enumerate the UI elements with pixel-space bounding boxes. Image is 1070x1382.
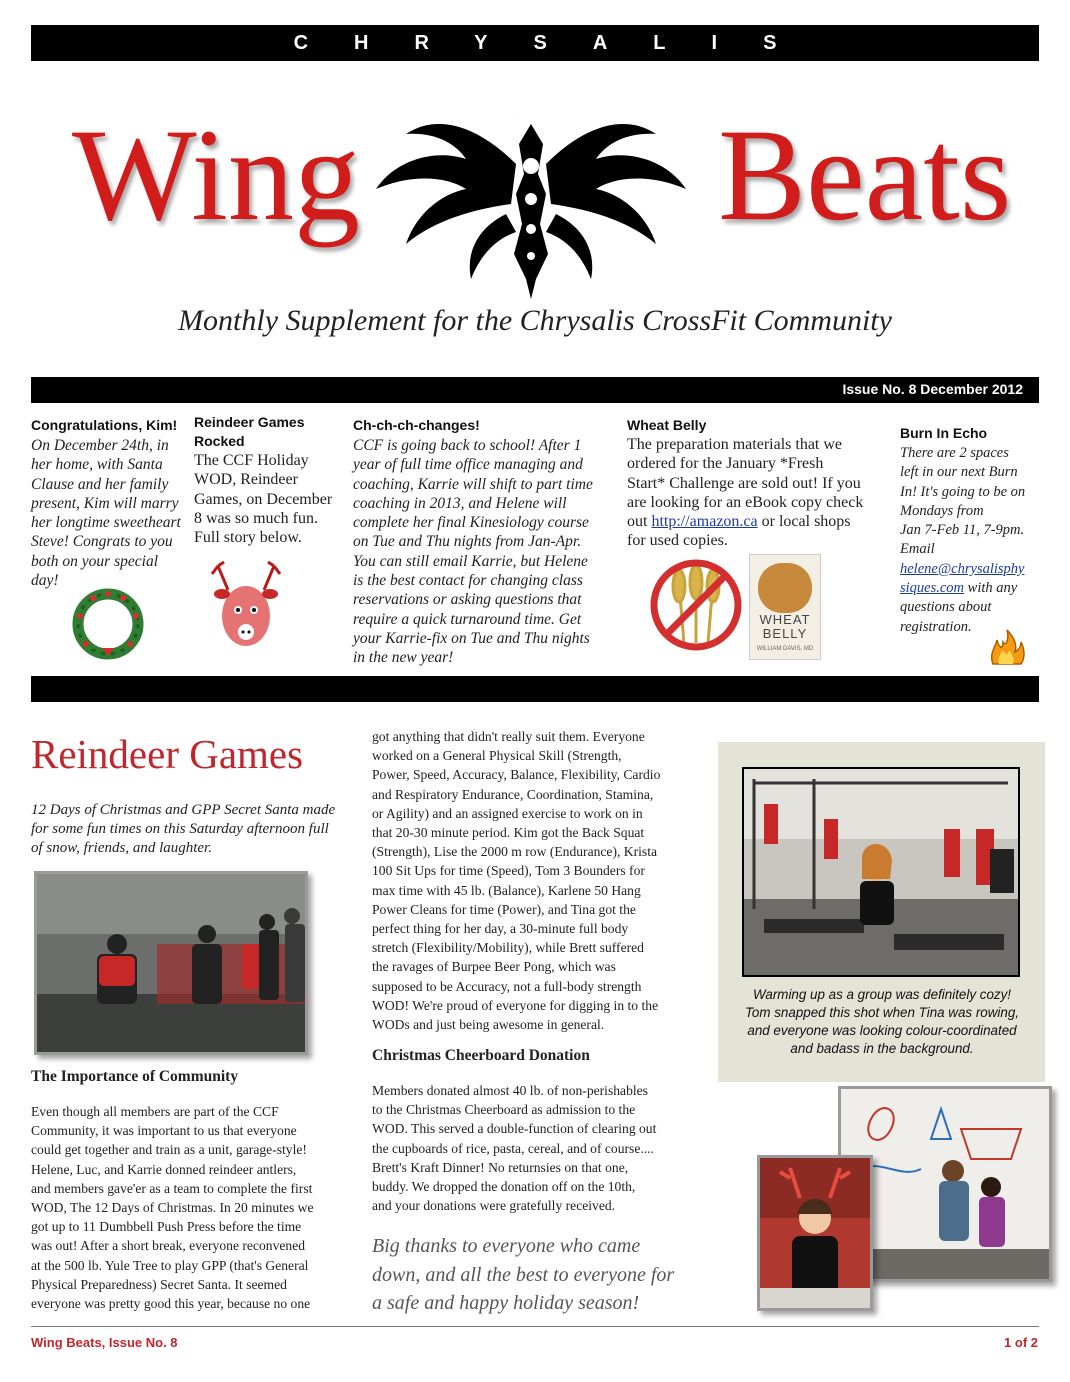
text-line: are looking for an eBook copy check <box>627 493 864 511</box>
text-line: On December 24th, in <box>31 437 169 454</box>
issue-band <box>31 377 1039 403</box>
column-heading: Wheat Belly <box>627 417 707 433</box>
text-line: perfect thing for her day, a 30-minute full body <box>372 921 629 937</box>
text-span: with any <box>964 580 1018 597</box>
text-line: at the 500 lb. Yule Tree to play GPP (that's General <box>31 1257 309 1273</box>
text-line: her home, with Santa <box>31 456 163 474</box>
text-line: Clause and her family <box>31 475 169 493</box>
text-line: or Agility) and an assigned exercise to work on in <box>372 805 643 821</box>
column-heading: Burn In Echo <box>900 425 988 441</box>
text-line: left in our next Burn <box>900 464 1018 481</box>
text-line: Physical Preparedness) Secret Santa. It seemed <box>31 1276 287 1292</box>
text-line: of snow, friends, and laughter. <box>31 840 212 856</box>
text-line <box>900 579 1040 598</box>
column-body <box>353 436 623 668</box>
text-line: stretch (Flexibility/Mobility), while Brett suffered <box>372 940 644 956</box>
text-line: WOD, Reindeer <box>194 471 298 489</box>
text-line: Email <box>900 541 935 558</box>
flame-icon <box>987 628 1027 668</box>
text-line: Full story below. <box>194 529 302 547</box>
masthead-band-text: CHRYSALIS <box>293 31 823 54</box>
text-line: everyone was pretty good this year, because no one <box>31 1296 311 1312</box>
text-line: WOD! We're proud of everyone for digging in to the <box>372 997 659 1013</box>
text-line: worked on a General Physical Skill (Strength, <box>372 748 622 764</box>
masthead-title-left: Wing <box>72 101 360 248</box>
column-heading: Ch-ch-ch-changes! <box>353 417 480 433</box>
text-line: WOD, The 12 Days of Christmas. In 20 minutes we <box>31 1200 314 1216</box>
text-line: coaching, Karrie will shift to part time <box>353 475 593 493</box>
text-line: present, Kim will marry <box>31 494 179 512</box>
column-body <box>900 444 1040 637</box>
reindeer-games-photo <box>34 871 308 1055</box>
text-line: and Respiratory Endurance, Coordination, Stamina, <box>372 786 654 802</box>
column-heading: Rocked <box>194 433 245 449</box>
article-intro <box>31 801 356 858</box>
text-line: Power Cleans for time (Power), and Tina got the <box>372 901 636 917</box>
footer-publication: Wing Beats, Issue No. 8 <box>31 1335 178 1350</box>
text-line: could get together and train as a unit, garage-style! <box>31 1142 307 1158</box>
text-line: Even though all members are part of the CCF <box>31 1104 279 1119</box>
text-line: was out! After a short break, everyone reconvened <box>31 1238 306 1254</box>
text-line: and everyone was looking colour-coordinated <box>747 1023 1017 1038</box>
text-line: Big thanks to everyone who came <box>372 1235 641 1257</box>
book-title <box>750 613 820 641</box>
text-line: that 20-30 minute period. Kim got the Back Squat <box>372 825 645 841</box>
section-heading-community: The Importance of Community <box>31 1068 239 1085</box>
text-line: Brett's Kraft Dinner! No returnsies on that one, <box>372 1159 629 1175</box>
column-reindeer <box>194 413 349 547</box>
text-line: Helene, Luc, and Karrie donned reindeer antlers, <box>31 1161 297 1177</box>
text-line: down, and all the best to everyone for <box>372 1263 675 1286</box>
column-burn <box>900 424 1040 637</box>
text-line: for used copies. <box>627 532 728 550</box>
text-line: supposed to be Accuracy, not a full-body strength <box>372 978 642 994</box>
text-line: complete her final Kinesiology course <box>353 514 589 532</box>
text-line: Tom snapped this shot when Tina was rowing, <box>744 1005 1020 1020</box>
column-changes <box>353 416 623 668</box>
text-line: registration. <box>900 618 972 635</box>
column-body <box>31 436 191 590</box>
text-line: Steve! Congrats to you <box>31 533 173 551</box>
column-body <box>627 435 897 551</box>
text-line: max time with 45 lb. (Balance), Karlene 50 Hang <box>372 882 641 898</box>
text-line: buddy. We dropped the donation off on the 10th, <box>372 1179 636 1195</box>
text-line: to the Christmas Cheerboard as admission to the <box>372 1102 636 1118</box>
text-line: for some fun times on this Saturday afternoon full <box>31 821 329 837</box>
text-line: and members gave'er as a team to complete the first <box>31 1180 313 1196</box>
text-line: reservations or asking questions that <box>353 591 582 609</box>
text-line: 8 was so much fun. <box>194 509 318 527</box>
text-line <box>627 512 897 531</box>
wreath-icon <box>68 584 148 664</box>
text-line: coaching in 2013, and Helene will <box>353 494 567 512</box>
section-body-cheerboard <box>372 1081 707 1215</box>
text-line: WOD. This served a double-function of clearing out <box>372 1121 657 1137</box>
email-link-part1[interactable]: helene@chrysalisphy <box>900 560 1025 577</box>
text-line: a safe and happy holiday season! <box>372 1292 640 1314</box>
text-line <box>900 560 1040 579</box>
text-line: got up to 11 Dumbbell Push Press before the time <box>31 1219 302 1235</box>
text-line: Games, on December <box>194 490 333 508</box>
reindeer-icon <box>208 560 284 652</box>
footer-rule <box>31 1326 1039 1327</box>
text-line: questions about <box>900 599 992 616</box>
column-heading: Reindeer Games <box>194 414 305 430</box>
photo-caption <box>732 986 1032 1058</box>
section-heading-cheerboard: Christmas Cheerboard Donation <box>372 1047 590 1064</box>
text-line: Warming up as a group was definitely cozy! <box>752 987 1012 1002</box>
masthead-title-right: Beats <box>718 101 1012 248</box>
text-line: 100 Sit Ups for time (Speed), Tom 3 Bounders for <box>372 863 645 879</box>
rowing-photo <box>742 767 1020 977</box>
text-line: CCF is going back to school! After 1 <box>353 437 582 454</box>
text-line: The CCF Holiday <box>194 452 309 469</box>
text-line: Power, Speed, Accuracy, Balance, Flexibility, Cardio <box>372 767 661 783</box>
wheat-belly-book-cover <box>749 554 821 660</box>
rowing-scene-image <box>744 769 1018 975</box>
email-link-part2[interactable]: siques.com <box>900 580 965 597</box>
text-line: both on your special <box>31 552 158 570</box>
text-span: or local shops <box>757 513 851 531</box>
column-wheat <box>627 416 897 551</box>
text-line: and badass in the background. <box>790 1041 974 1056</box>
text-line: the ravages of Burpee Beer Pong, which was <box>372 959 616 975</box>
gym-scene-image <box>37 874 305 1052</box>
text-line: WODs and just being awesome in general. <box>372 1017 605 1033</box>
text-line: Community, it was important to us that everyone <box>31 1123 297 1139</box>
text-line: In! It's going to be on <box>900 483 1026 500</box>
footer-page-number: 1 of 2 <box>1004 1335 1038 1350</box>
article-column-2 <box>372 727 707 1034</box>
bagel-image <box>758 563 812 613</box>
closing-message <box>372 1232 712 1318</box>
text-line: 12 Days of Christmas and GPP Secret Santa made <box>31 802 336 818</box>
text-line: (Strength), Lise the 2000 m row (Endurance), Krista <box>372 844 658 860</box>
moth-logo-icon <box>356 104 706 304</box>
text-line: There are 2 spaces <box>900 445 1009 461</box>
text-line: got anything that didn't really suit them. Everyone <box>372 729 645 744</box>
text-line: require a quick turnaround time. Get <box>353 610 582 628</box>
column-body <box>194 451 349 547</box>
antlers-photo <box>757 1155 873 1311</box>
text-line: on Tue and Thu nights from Jan-Apr. <box>353 533 582 551</box>
text-line: her longtime sweetheart <box>31 514 181 532</box>
section-body-community <box>31 1102 366 1313</box>
book-title-line: WHEAT <box>759 612 811 627</box>
text-line: year of full time office managing and <box>353 456 583 474</box>
amazon-link[interactable]: http://amazon.ca <box>651 513 758 531</box>
text-line: The preparation materials that we <box>627 436 843 453</box>
text-line: your Karrie-fix on Tue and Thu nights <box>353 629 590 647</box>
text-line: and your donations were gratefully received. <box>372 1198 616 1214</box>
text-line: Mondays from <box>900 502 984 519</box>
book-title-line: BELLY <box>762 626 808 641</box>
text-line: day! <box>31 572 59 590</box>
text-line: ordered for the January *Fresh <box>627 455 824 473</box>
article-title: Reindeer Games <box>31 731 304 777</box>
column-heading: Congratulations, Kim! <box>31 417 178 433</box>
column-kim <box>31 416 191 590</box>
text-span: out <box>627 513 652 531</box>
text-line: Members donated almost 40 lb. of non-perishables <box>372 1083 648 1098</box>
text-line: the cupboards of rice, pasta, cereal, and of course.... <box>372 1140 654 1156</box>
section-divider-band <box>31 676 1039 702</box>
text-line: in the new year! <box>353 649 454 667</box>
text-line: Start* Challenge are sold out! If you <box>627 474 861 492</box>
antlers-portrait-image <box>760 1158 870 1308</box>
masthead-tagline: Monthly Supplement for the Chrysalis CrossFit Community <box>178 304 892 337</box>
text-line: is the best contact for changing class <box>353 572 583 590</box>
text-line: You can still email Karrie, but Helene <box>353 552 588 570</box>
no-wheat-icon <box>649 558 743 652</box>
issue-label: Issue No. 8 December 2012 <box>842 381 1023 397</box>
masthead-band <box>31 25 1039 61</box>
text-line: Jan 7-Feb 11, 7-9pm. <box>900 522 1025 539</box>
book-author: WILLIAM DAVIS, MD <box>756 646 814 652</box>
